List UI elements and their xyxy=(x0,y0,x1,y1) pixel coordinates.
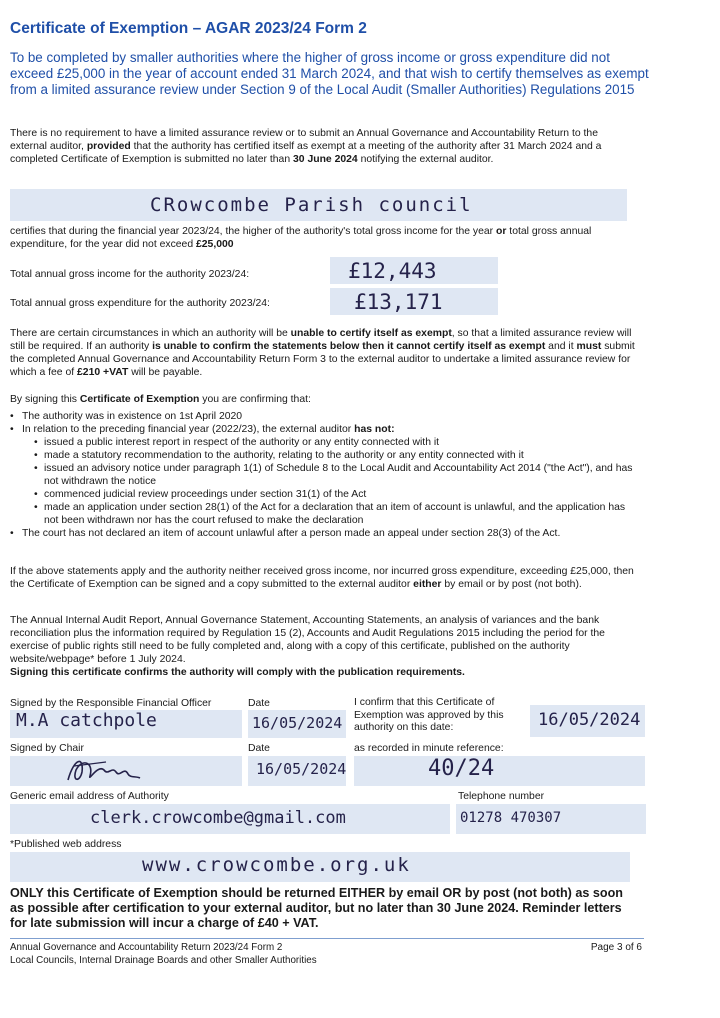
return-instructions: ONLY this Certificate of Exemption should be returned EITHER by email OR by post (not both) as soon as possible after certification to your external auditor, but no later than 30 June 2024. Reminder letters for late submission will incur a charge of £40 + VAT. xyxy=(10,886,623,930)
chair-signature-label: Signed by Chair xyxy=(10,743,84,754)
expenditure-label: Total annual gross expenditure for the authority 2023/24: xyxy=(10,298,270,309)
confirming-section xyxy=(10,393,635,540)
footer-line-2: Local Councils, Internal Drainage Boards and other Smaller Authorities xyxy=(10,954,317,966)
minute-reference-value: 40/24 xyxy=(428,756,495,781)
footer-text xyxy=(10,942,317,967)
confirming-intro: By signing this Certificate of Exemption you are confirming that: xyxy=(10,394,311,405)
web-address-label: *Published web address xyxy=(10,839,122,850)
page-title: Certificate of Exemption – AGAR 2023/24 Form 2 xyxy=(10,20,367,37)
footer-line-1: Annual Governance and Accountability Return 2023/24 Form 2 xyxy=(10,942,283,953)
intro-text: To be completed by smaller authorities where the higher of gross income or gross expenditure did not exceed £25,000 in the year of account ended 31 March 2024, and that wish to certify themselves as exempt from a limited assurance review under Section 9 of the Local Audit (Smaller Authorities) Regulations 2015 xyxy=(10,50,649,97)
requirement-paragraph: There is no requirement to have a limited assurance review or to submit an Annual Governance and Accountability Return to the external auditor, provided that the authority has certified itself as exempt at a meeting of the authority after 31 March 2024 and a completed Certificate of Exemption is submitted no later than 30 June 2024 notifying the external auditor. xyxy=(10,128,602,165)
sub-list-item: • commenced judicial review proceedings under section 31(1) of the Act xyxy=(22,488,635,501)
email-label: Generic email address of Authority xyxy=(10,791,169,802)
sub-list-item: • issued an advisory notice under paragraph 1(1) of Schedule 8 to the Local Audit and Accountability Act 2014 ("the Act"), and has not withdrawn the notice xyxy=(22,462,635,488)
income-label: Total annual gross income for the authority 2023/24: xyxy=(10,269,250,280)
chair-signature-scribble-icon xyxy=(60,752,160,788)
sub-list-item: • issued a public interest report in respect of the authority or any entity connected with it xyxy=(22,436,635,449)
page-number: Page 3 of 6 xyxy=(590,942,642,953)
rfo-date-value: 16/05/2024 xyxy=(252,714,343,732)
chair-date-label: Date xyxy=(248,743,270,754)
approval-date-label: I confirm that this Certificate of Exemption was approved by this authority on this date: xyxy=(354,697,504,733)
publication-paragraph: The Annual Internal Audit Report, Annual Governance Statement, Accounting Statements, an analysis of variances and the bank reconciliation plus the information required by Regulation 15 (2), Accounts and Audit Regulations 2015 including the period for the exercise of public rights still need to be fully completed and, along with a copy of this certificate, published on the authority website/webpage* before 1 July 2024. Signing this certificate confirms the authority will comply with the publication requirements. xyxy=(10,615,605,678)
minute-reference-label: as recorded in minute reference: xyxy=(354,743,504,754)
income-value: £12,443 xyxy=(348,259,437,283)
email-value: clerk.crowcombe@gmail.com xyxy=(90,808,346,828)
rfo-signature-label: Signed by the Responsible Financial Officer xyxy=(10,698,212,709)
expenditure-value: £13,171 xyxy=(354,290,443,314)
approval-date-value: 16/05/2024 xyxy=(538,710,641,730)
sub-list-item: • made a statutory recommendation to the authority, relating to the authority or any entity connected with it xyxy=(22,449,635,462)
telephone-value: 01278 470307 xyxy=(460,810,562,826)
statements-apply-paragraph: If the above statements apply and the authority neither received gross income, nor incurred gross expenditure, exceeding £25,000, then the Certificate of Exemption can be signed and a copy submitted to the external auditor either by email or by post (not both). xyxy=(10,566,634,590)
telephone-label: Telephone number xyxy=(458,791,545,802)
sub-list xyxy=(22,436,635,527)
chair-date-value: 16/05/2024 xyxy=(256,760,347,778)
authority-name-handwritten: CRowcombe Parish council xyxy=(150,194,473,216)
footer-divider xyxy=(10,938,644,939)
sub-list-item: • made an application under section 28(1) of the Act for a declaration that an item of account is unlawful, and the application has not been withdrawn nor has the court refused to make the declaration xyxy=(22,501,635,527)
list-item: • In relation to the preceding financial year (2022/23), the external auditor has not: • issued a public interest report in respect of the authority or any entity connected with it • made a statutory recommendation to the authority, relating to the authority or any entity connected with it • issued an advisory notice under paragraph 1(1) of Schedule 8 to the Local Audit and Accountability Act 2014 ("the Act"), and has not withdrawn the notice • commenced judicial review proceedings under section 31(1) of the Act • made an application under section 28(1) of the Act for a declaration that an item of account is unlawful, and the application has not been withdrawn nor has the court refused to make the declaration xyxy=(10,423,635,527)
rfo-date-label: Date xyxy=(248,698,270,709)
web-address-value: www.crowcombe.org.uk xyxy=(142,854,411,876)
list-item: • The authority was in existence on 1st April 2020 xyxy=(10,410,635,423)
minute-reference-field[interactable] xyxy=(354,756,645,786)
certifies-paragraph: certifies that during the financial year 2023/24, the higher of the authority's total gross income for the year or total gross annual expenditure, for the year did not exceed £25,000 xyxy=(10,226,592,250)
rfo-signature: M.A catchpole xyxy=(16,710,157,731)
confirmation-list xyxy=(10,410,635,540)
list-item: • The court has not declared an item of account unlawful after a person made an appeal under section 28(3) of the Act. xyxy=(10,527,635,540)
circumstances-paragraph: There are certain circumstances in which an authority will be unable to certify itself as exempt, so that a limited assurance review will still be required. If an authority is unable to confirm the statements below then it cannot certify itself as exempt and it must submit the completed Annual Governance and Accountability Return Form 3 to the external auditor to undertake a limited assurance review for which a fee of £210 +VAT will be payable. xyxy=(10,328,635,378)
